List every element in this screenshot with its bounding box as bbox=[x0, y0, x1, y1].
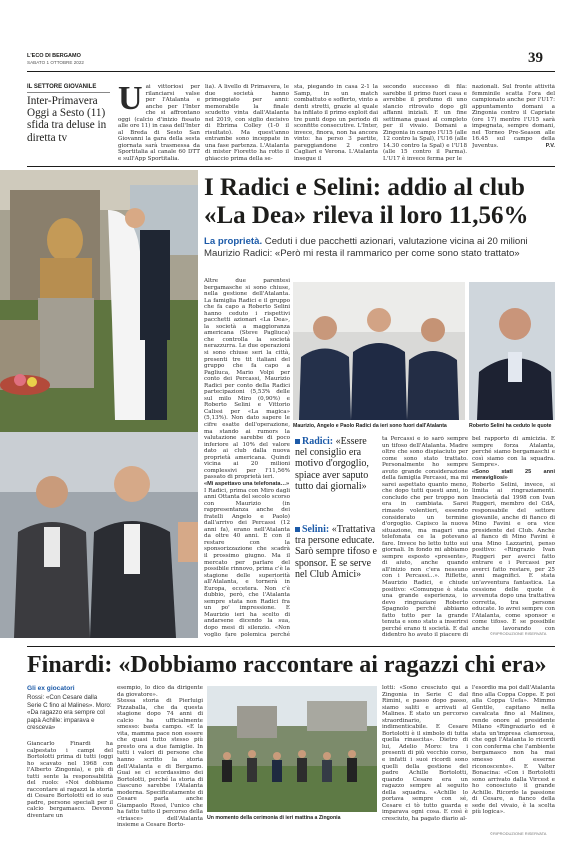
top-article-col3: sta, piegando in casa 2-1 la Samp, in un match combattuto e sofferto, vinto a denti stretti, grazie al quale ha infilato il primo exploit dai tre punti dopo un periodo di sconfitte consecutive. L'Inter, invece, finora, non ha ancora vinto: ha perso 3 partite, pareggiandone 2 contro Cagliari e Verona. L'Atalanta insegue il bbox=[294, 84, 378, 162]
section-divider-top bbox=[27, 166, 555, 167]
selini-portrait-image bbox=[469, 282, 555, 420]
second-col2b-text: Stessa storia di Pierluigi Pizzaballa, che da questa stagione dopo 74 anni di calcio ha ufficialmente smesso: basta campo. «E la vita, mamma pace non essere che quasi tutto stesso più presto ora a due famiglie. In tutti i valori di persone che hanno scritto la storia dell'Atalanta e di Bergamo. Guai se ci scordassimo dei Bortolotti, perché la storia di ciascuno sarebbe l'Atalanta moderna. Specificatamente di Cesare parla anche Giampaolo Rossi, l'unico che ha fatto tutto il percorso della «triasce» dell'Atalanta insieme a Cesare Borto- bbox=[117, 698, 203, 829]
quote-bullet-1 bbox=[295, 439, 300, 444]
top-article-col1 bbox=[118, 84, 200, 162]
caption-radici-brothers: Maurizio, Angelo e Paolo Radici da ieri sono fuori dall'Atalanta bbox=[293, 423, 447, 429]
second-col3b-text: Dietro di lui, Adelio Moro: tra i presenti di più vecchio corso, e infatti i suoi ricordi sono quelli della gestione del padre Achille Bortolotti, quando Cesare era un ragazzo sempre al seguito della squadra. «Achille lo portava sempre con sé, Cesare ci tò tutto guarda e imparava ogni cosa. E così è cresciuto, ha pagato diario al- bbox=[382, 737, 468, 822]
main-col1-sub: «Mi aspettavo una telefonata…» bbox=[204, 480, 290, 487]
second-col3 bbox=[382, 685, 468, 835]
top-article-col4: secondo successo di fila: sarebbe il primo fuori casa e avrebbe il profumo di uno slancio ritrovato dopo gli affanni iniziali. E un fine settimana guasi al completo per il vivaio. Domani a Zingonia in campo l'U15 (alle 12 contro la Spal), l'U16 (alle 14.30 contro la Spal) e l'U18 (alle 15 contro il Parma). L'U17 è invece ferma per le bbox=[383, 84, 467, 162]
radici-brothers-photo bbox=[293, 282, 465, 420]
sidebar-title: Inter-Primavera Oggi a Sesto (11) sfida tra deluse in diretta tv bbox=[27, 95, 107, 144]
quote-radici bbox=[295, 436, 377, 492]
top-article-col1-text: ai vittoriosi per rilanciarsi valse per l'Atalanta e anche per l'Inter che si affrontano oggi (calcio d'inizio fissato alle ore 11) in casa dell'Inter al Breda di Sesto San Giovanni la gara della sesta giornata sarà trasmessa da Sportitalia al canale 60 DTT e sull'App Sportitalia. bbox=[118, 84, 200, 162]
quote-selini-label: Selini: bbox=[302, 524, 330, 535]
main-col2 bbox=[382, 436, 468, 638]
second-col4-text: l'esordio ma poi dall'Atalanta fino alla Coppa Coppe. E poi alla Coppa Uefa». Mimmo Gentile, capitano nella cavalcata fino al Malines, rende onore al presidente Milano «Ringraziarlo ed è stata un'impresa clamorosa, che oggi l'Atalanta lo ricordi con conferma che l'ambiente bergamasco non ha mai smesso di esserne riconoscente». E Valter Bonacina: «Con i Bortolotti sono arrivato dalla Vircest e ho conosciuto il grande Achille. Ricordo la passione di Cesare, a fianco della sede del vivaio, è la scelta più logica». bbox=[472, 685, 555, 816]
main-standfirst-text: Ceduti i due pacchetti azionari, valutazione vicina ai 20 milioni Maurizio Radici: «Però mi resta il rammarico per come sono stato trattato» bbox=[204, 236, 528, 259]
page-number: 39 bbox=[528, 50, 543, 66]
main-col2b-text: Riflette, Maurizio Radici, e chiude positivo: «Comunque è stata una grande esperienza, io devo ringraziare Roberto Spagnolo perché abbiamo fatto tutto per la grande tenuta e sono stato a inserirsi perché erano ti società. E dal didentro ho avuto il piacere di bbox=[382, 573, 468, 638]
sidebar-kicker: IL SETTORE GIOVANILE bbox=[27, 84, 97, 90]
quote-selini-text: «Trattativa tra persone educate. Sarò sempre tifoso e sponsor. E se serve nel Club Amici» bbox=[295, 524, 377, 580]
issue-date: SABATO 1 OTTOBRE 2022 bbox=[27, 60, 84, 65]
second-col2 bbox=[117, 685, 203, 835]
main-col3-sub: «Sono stati 25 anni meravigliosi» bbox=[472, 468, 555, 482]
radici-selini-photo-image bbox=[0, 432, 198, 638]
second-col4 bbox=[472, 685, 555, 829]
ceremony-photo-image bbox=[0, 170, 198, 432]
second-kicker: Gli ex giocatori bbox=[27, 685, 75, 692]
second-col1-text: Giancarlo Finardi ha calpestato i campi del Bortolotti prima di tutti (oggi ho scavato nel 1968 con l'Alberto Zingonia), e più di tutti sente la responsabilità del ruolo: «Noi dobbiamo raccontare ai ragazzi la storia di Cesare Bortolotti ed io suo padre, persone speciali per il calcio bergamasco. Devono diventare un bbox=[27, 741, 113, 820]
main-col1 bbox=[204, 278, 290, 638]
radici-selini-photo bbox=[0, 432, 198, 638]
main-rights: ©RIPRODUZIONE RISERVATA bbox=[490, 631, 547, 636]
section-divider-middle bbox=[27, 646, 555, 647]
quote-selini bbox=[295, 524, 377, 580]
zingonia-ceremony-image bbox=[207, 686, 377, 812]
main-col1-text: Altre due parentesi bergamasche si sono chiuse, nella gestione dell'Atalanta. La famiglia Radici e il gruppo che fa capo a Roberto Selini hanno ceduto i rispettivi pacchetti azionari «La Dea», la società a maggioranza americana (Steve Pagliuca) che controlla la società nerazzurra. Le due operazioni si sono chiuse seri la città, presenti tre tit italiani del gruppo che fa capo a Pagliuca, Mario Volpi per conto dei Percassi, Maurizio Radici per conto della Radici partecipazioni (5,53% delle sul milo Miro (0,90%) e Roberto Selini e Vittorio Calissi per «La magica» (5,13%). Non dato sapere le cifre esatte dell'operazione, ma stando ai rumors la valutazione sarebbe di poco inferiore al 10% del valore dato ai club dalla nuova proprietà americana. Quindi vicina ai 20 milioni complessivi per l'11,56% passato di proprietà ieri. bbox=[204, 278, 290, 481]
top-article-col2: lia). A livello di Primavera, le due società hanno primeggiato per anni: memorabile la finale scudetto vinta dall'Atalanta nel 2019, con siglio decisivo di Ebrima Colley (1-0 il risultato). Ma quest'anno entrambe sono inceppate in una fase partenza. L'Atalanta di mister Fioretto ha rotto il ghiaccio prima della se- bbox=[205, 84, 289, 162]
ceremony-photo bbox=[0, 170, 198, 432]
main-col3-text: bel rapporto di amicizia. E sempre forza Atalanta, perché siamo bergamaschi e così siamo con la squadra. Sempre». bbox=[472, 436, 555, 469]
caption-selini: Roberto Selini ha ceduto le quote bbox=[469, 423, 552, 429]
second-standfirst: Rossi: «Con Cesare dalla Serie C fino al Malines». Moro: «Da ragazzo era sempre col papà Achille: imparava e cresceva» bbox=[27, 694, 112, 732]
main-standfirst bbox=[204, 236, 554, 259]
main-col2-text: ta Percassi e io sarò sempre un tifoso dell'Atalanta. Madre oltre che sono dispiaciuto per come sono stato trattato. Personalmente ho sempre avuto grande considerazione della famiglia Percassi, ma mi sarei aspettato quanto meno, che dopo tutti questi anni, io concludo che per troppo non era in cambiata. Sarei rimasto volentieri, essendo considerato un termine d'orgoglio. Capisco la nuova situazione, ma magari una telefonata ce la potevano fare. Invece ho letto tutto sui giornali. In fondo mi abbiamo sempre esposto «presente», di aiuto, anche quando all'inizio non c'era nessuno con i Percassi...». bbox=[382, 436, 468, 580]
sidebar-kicker-rule bbox=[27, 92, 110, 93]
main-headline: I Radici e Selini: addio al club «La Dea» rileva il loro 11,56% bbox=[204, 174, 529, 229]
caption-zingonia: Un momento della cerimonia di ieri mattina a Zingonia bbox=[207, 815, 341, 821]
radici-brothers-image bbox=[293, 282, 465, 420]
main-col3 bbox=[472, 436, 555, 630]
second-col3-text: lotti: «Sono cresciuto qui a Zingonia in Serie C dal Rimini, e passo dopo passo, siamo saliti e arrivati al Malines. È stato un percorso straordinario, indimenticabile. E Cesare Bortolotti è il simbolo di tutta quella rinascita». bbox=[382, 685, 468, 744]
zingonia-ceremony-photo bbox=[207, 686, 377, 812]
main-kicker: La proprietà. bbox=[204, 236, 263, 247]
main-col1b-text: I Radici, prima con Miro dagli anni Ottanta del secolo scorso con Maurizio (in rappresentanza anche dei fratelli Angelo e Paolo) dall'arrivo dei Percassi (12 anni fa), erano nell'Atalanta da oltre 40 anni. E con il restare con la sponsorizzazione che scadrà il prossimo giugno. Ma il mercato per parlare del possibile rinnovo, prima c'è la stagione delle superiorità all'Atalanta, e tornerà in Europa, eccetera. bbox=[204, 487, 290, 592]
main-col3b-text: Roberto Selini, invece, si limita ai ringraziamenti. Insocietà dal 1998 con Ivan Ruggeri, membro del CdA, responsabile del settore giovanile, anche di fianco di Mino Favini e ora vice presidente del Club. Anche al fianco di Mino Favini è una Mino Lazzarini, penso positivo: «Ringrazio Ivan Ruggeri per averci fatto entrare e i Percassi per averci fatto restare, per 25 anni magnifici. E stata un'avventura fantastica. La cessione delle quote è avvenuta dopo una trattativa corretta, tra persone educate. Io avrei sempre con l'Atalanta, come sponsor e come tifoso. E se possibile anche lavorando con bbox=[472, 481, 555, 630]
masthead-rule bbox=[27, 71, 555, 72]
quote-radici-label: Radici: bbox=[302, 436, 334, 447]
top-article-byline: P.V. bbox=[545, 142, 555, 149]
paper-name: L'ECO DI BERGAMO bbox=[27, 53, 81, 59]
top-article-col5 bbox=[472, 84, 555, 162]
quote-bullet-2 bbox=[295, 527, 300, 532]
second-rights: ©RIPRODUZIONE RISERVATA bbox=[490, 831, 547, 836]
quote-radici-text: «Essere nel consiglio era motivo d'orgoglio, spiace aver saputo tutto dai giornali» bbox=[295, 436, 369, 492]
second-col2-text: esempio, lo dico da dirigente da giovatore». bbox=[117, 685, 203, 698]
second-headline: Finardi: «Dobbiamo raccontare ai ragazzi chi era» bbox=[27, 652, 547, 678]
drop-cap: U bbox=[118, 84, 143, 117]
top-article-col5-text: nazionali. Sul fronte attività femminile scatta l'ora del campionato anche per l'U17: appuntamento domani a Zingonia contro il Capriate (ore 17) mentre l'U15 sarà impegnata, sempre domani, nel Torneo Pre-Season alle 16.45 sul campo della Juventus. bbox=[472, 84, 555, 149]
second-col1 bbox=[27, 741, 113, 837]
main-col1c-text: Non c'è dubbio, però, che l'Atalanta sempre stata non Radici fra un po' impressione. E Maurizio ieri ha scelto di andarsene dicendo la sua, dopo mesi di silenzio. «Non voglio fare polemica perché bbox=[204, 585, 290, 638]
selini-portrait-photo bbox=[469, 282, 555, 420]
